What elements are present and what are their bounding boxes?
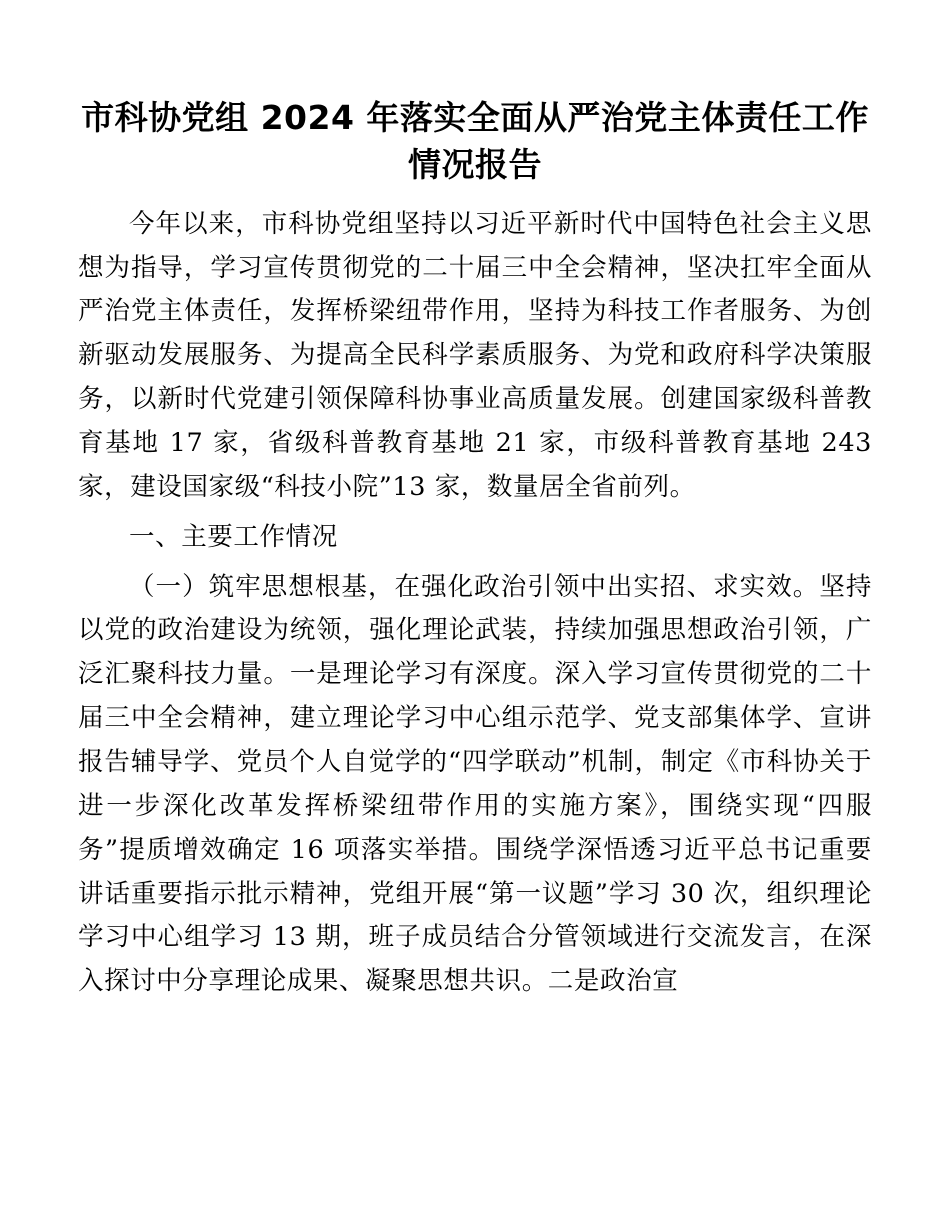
page-title: 市科协党组 2024 年落实全面从严治党主体责任工作情况报告 <box>81 98 869 184</box>
paragraph-opening: 今年以来，市科协党组坚持以习近平新时代中国特色社会主义思想为指导，学习宣传贯彻党的二十届三中全会精神，坚决扛牢全面从严治党主体责任，发挥桥梁纽带作用，坚持为科技工作者服务、为创新驱动发展服务、为提高全民科学素质服务、为党和政府科学决策服务，以新时代党建引领保障科协事业高质量发展。创建国家级科普教育基地 17 家，省级科普教育基地 21 家，市级科普教育基地 243 家，建设国家级“科技小院”13 家，数量居全省前列。 <box>78 208 872 502</box>
section-heading-main-work: 一、主要工作情况 <box>129 521 338 552</box>
paragraph-subsection-one: （一）筑牢思想根基，在强化政治引领中出实招、求实效。坚持以党的政治建设为统领，强化理论武装，持续加强思想政治引领，广泛汇聚科技力量。一是理论学习有深度。深入学习宣传贯彻党的二十届三中全会精神，建立理论学习中心组示范学、党支部集体学、宣讲报告辅导学、党员个人自觉学的“四学联动”机制，制定《市科协关于进一步深化改革发挥桥梁纽带作用的实施方案》，围绕实现“四服务”提质增效确定 16 项落实举措。围绕学深悟透习近平总书记重要讲话重要指示批示精神，党组开展“第一议题”学习 30 次，组织理论学习中心组学习 13 期，班子成员结合分管领域进行交流发言，在深入探讨中分享理论成果、凝聚思想共识。二是政治宣 <box>78 571 872 997</box>
